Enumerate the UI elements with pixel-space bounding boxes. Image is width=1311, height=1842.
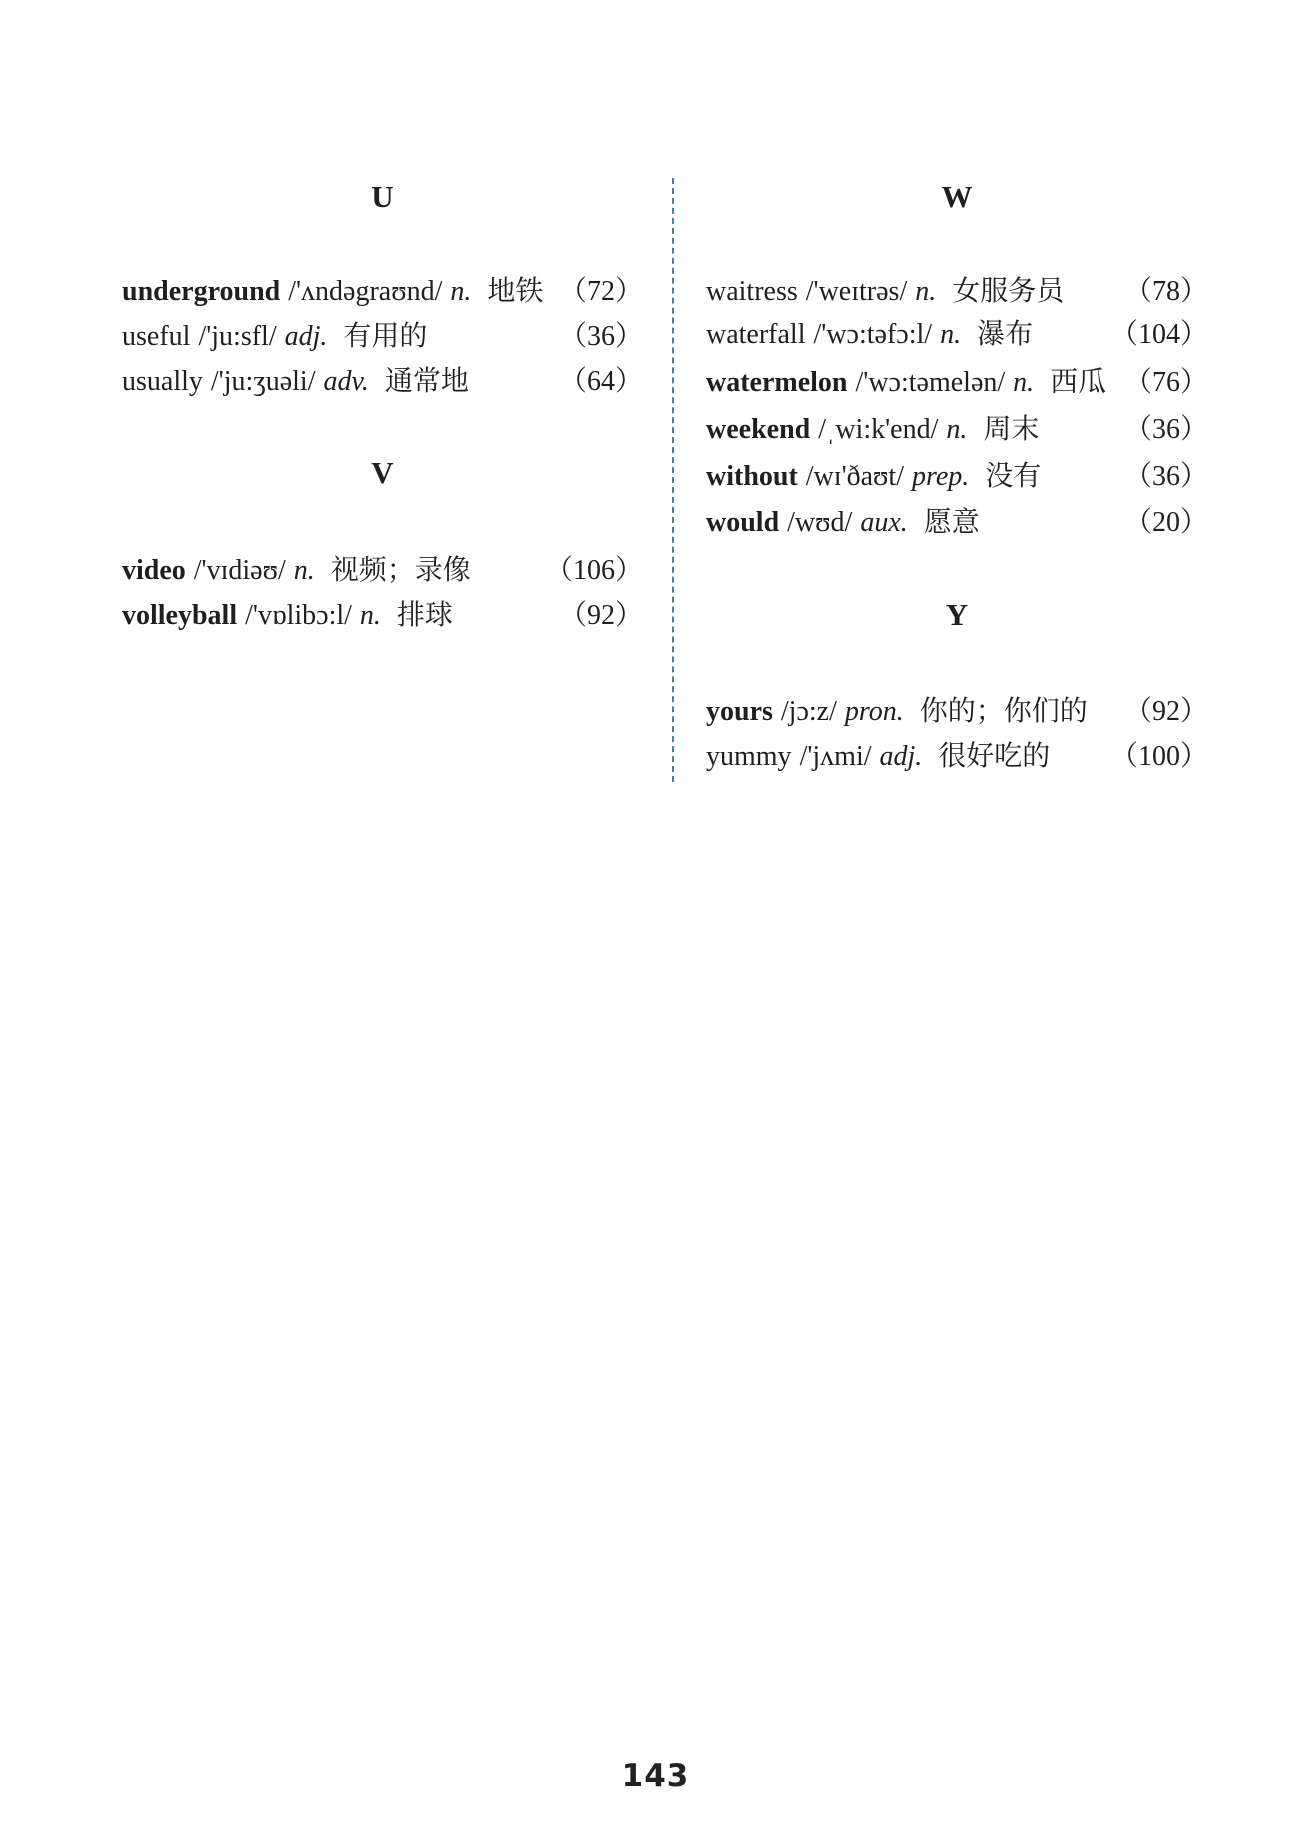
- column-divider-dashed-line: [672, 178, 674, 782]
- entry-word: waterfall: [706, 319, 806, 350]
- entry-meaning: 视频；录像: [330, 555, 471, 586]
- entry-phonetic: /'ʌndəgraʊnd/: [288, 276, 443, 307]
- entry-text: [706, 272, 1064, 312]
- entry-page-ref: （36）: [558, 321, 643, 352]
- entry-word: would: [706, 507, 780, 538]
- section-heading-w: W: [941, 179, 973, 214]
- entry-pos: adj.: [284, 321, 328, 352]
- entry-word: waitress: [706, 276, 798, 307]
- entry-page-ref: （72）: [558, 276, 643, 307]
- entry-meaning: 女服务员: [952, 276, 1065, 307]
- entry-text: [122, 362, 469, 402]
- entry-word: underground: [122, 276, 281, 307]
- entry-video: [122, 551, 643, 591]
- entry-pos: n.: [1013, 367, 1035, 398]
- entry-phonetic: /wɪ'ðaʊt/: [805, 461, 904, 492]
- entry-text: [706, 315, 1033, 355]
- entry-meaning: 没有: [985, 461, 1042, 492]
- entry-pos: n.: [450, 276, 472, 307]
- entry-pos: adv.: [323, 366, 369, 397]
- entry-pos: n.: [293, 555, 315, 586]
- right-column: [706, 0, 1208, 1842]
- left-column: [122, 0, 643, 1842]
- entry-phonetic: /'ju:ʒuəli/: [210, 366, 316, 397]
- entry-phonetic: /'weɪtrəs/: [805, 276, 908, 307]
- entry-waterfall: [706, 315, 1208, 355]
- entry-underground: [122, 272, 643, 312]
- entry-meaning: 地铁: [487, 276, 544, 307]
- entry-pos: aux.: [860, 507, 908, 538]
- entry-text: [122, 272, 543, 312]
- entry-meaning: 周末: [983, 414, 1040, 445]
- entry-volleyball: [122, 596, 643, 636]
- entry-text: [706, 503, 980, 543]
- entry-meaning: 西瓜: [1050, 367, 1107, 398]
- entry-phonetic: /wʊd/: [787, 507, 853, 538]
- entry-yours: [706, 692, 1208, 732]
- entry-word: volleyball: [122, 600, 238, 631]
- entry-text: [122, 596, 453, 636]
- entry-weekend: [706, 410, 1208, 450]
- entry-word: weekend: [706, 414, 811, 445]
- entry-meaning: 有用的: [343, 321, 428, 352]
- entry-phonetic: /'wɔ:təmelən/: [855, 367, 1006, 398]
- entry-text: [122, 317, 427, 357]
- entry-pos: pron.: [844, 696, 904, 727]
- entry-word: useful: [122, 321, 191, 352]
- entry-page-ref: （20）: [1123, 507, 1208, 538]
- entry-text: [706, 737, 1050, 777]
- entry-waitress: [706, 272, 1208, 312]
- entry-phonetic: /ˌwi:k'end/: [818, 414, 939, 445]
- entry-phonetic: /'wɔ:təfɔ:l/: [813, 319, 933, 350]
- entry-meaning: 排球: [396, 600, 453, 631]
- entry-meaning: 你的；你们的: [919, 696, 1088, 727]
- entry-word: watermelon: [706, 367, 848, 398]
- entry-pos: n.: [940, 319, 962, 350]
- entry-yummy: [706, 737, 1208, 777]
- entry-page-ref: （92）: [1123, 696, 1208, 727]
- entry-useful: [122, 317, 643, 357]
- entry-word: yummy: [706, 741, 792, 772]
- section-heading-y: Y: [945, 597, 969, 632]
- entry-word: usually: [122, 366, 203, 397]
- entry-usually: [122, 362, 643, 402]
- entry-pos: n.: [915, 276, 937, 307]
- entry-meaning: 瀑布: [977, 319, 1034, 350]
- page-number: 143: [621, 1758, 690, 1794]
- entry-page-ref: （100）: [1109, 741, 1208, 772]
- entry-page-ref: （36）: [1123, 461, 1208, 492]
- entry-without: [706, 457, 1208, 497]
- entry-text: [706, 692, 1088, 732]
- entry-page-ref: （92）: [558, 600, 643, 631]
- entry-page-ref: （64）: [558, 366, 643, 397]
- entry-phonetic: /'ju:sfl/: [198, 321, 277, 352]
- entry-meaning: 通常地: [384, 366, 469, 397]
- entry-page-ref: （76）: [1123, 367, 1208, 398]
- entry-page-ref: （104）: [1109, 319, 1208, 350]
- entry-text: [706, 457, 1041, 497]
- entry-text: [706, 410, 1039, 450]
- entry-pos: n.: [946, 414, 968, 445]
- entry-pos: n.: [359, 600, 381, 631]
- entry-phonetic: /'vɪdiəʊ/: [193, 555, 286, 586]
- entry-pos: prep.: [911, 461, 970, 492]
- entry-meaning: 愿意: [923, 507, 980, 538]
- entry-word: video: [122, 555, 186, 586]
- entry-page-ref: （106）: [544, 555, 643, 586]
- entry-text: [706, 363, 1106, 403]
- entry-pos: adj.: [879, 741, 923, 772]
- entry-phonetic: /'vɒlibɔ:l/: [245, 600, 352, 631]
- section-heading-v: V: [371, 455, 394, 490]
- entry-would: [706, 503, 1208, 543]
- entry-word: yours: [706, 696, 773, 727]
- entry-text: [122, 551, 471, 591]
- entry-word: without: [706, 461, 798, 492]
- entry-page-ref: （78）: [1123, 276, 1208, 307]
- entry-page-ref: （36）: [1123, 414, 1208, 445]
- entry-phonetic: /jɔ:z/: [780, 696, 837, 727]
- section-heading-u: U: [371, 179, 394, 214]
- entry-phonetic: /'jʌmi/: [799, 741, 872, 772]
- entry-watermelon: [706, 363, 1208, 403]
- entry-meaning: 很好吃的: [938, 741, 1051, 772]
